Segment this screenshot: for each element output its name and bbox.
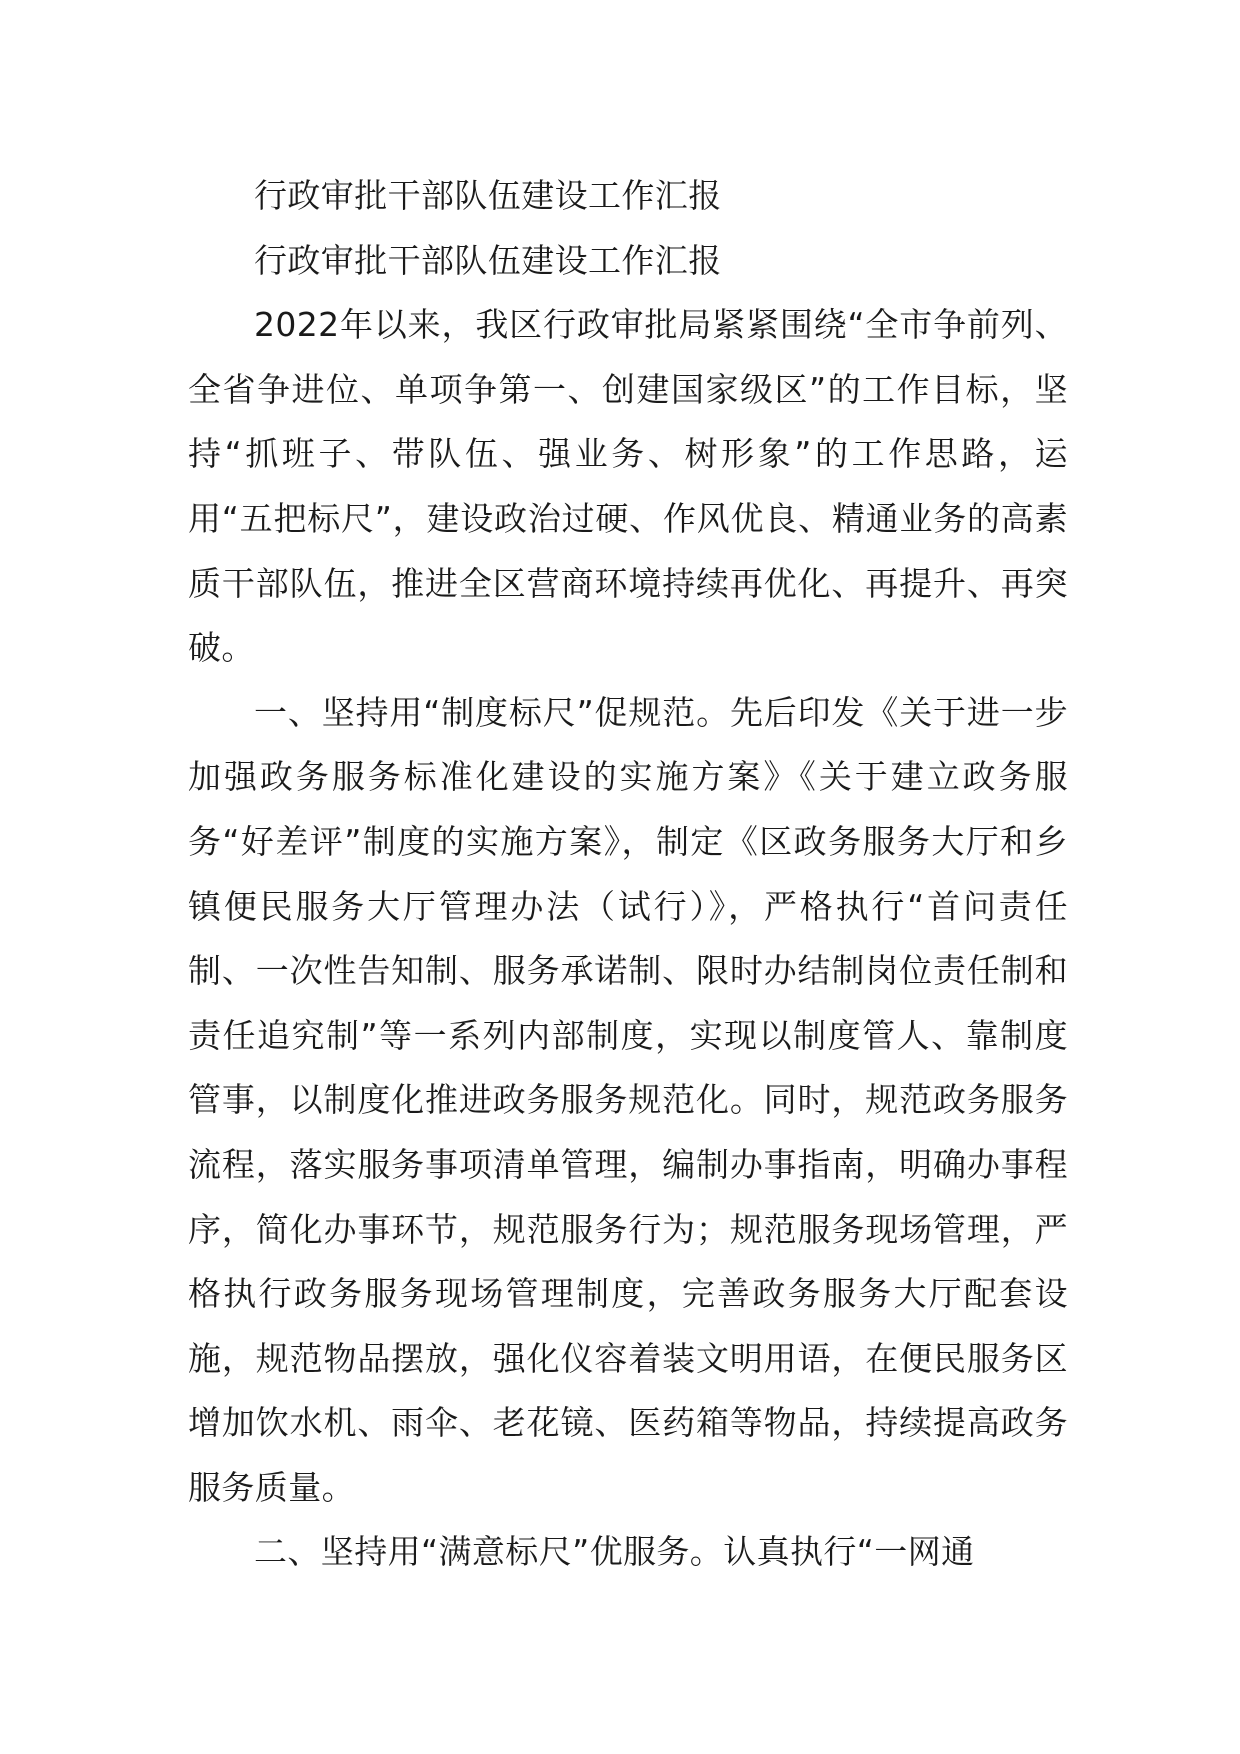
paragraph-intro: 2022年以来，我区行政审批局紧紧围绕“全市争前列、全省争进位、单项争第一、创建国家级区”的工作目标，坚持“抓班子、带队伍、强业务、树形象”的工作思路，运用“五把标尺”，建设政治过硬、作风优良、精通业务的高素质干部队伍，推进全区营商环境持续再优化、再提升、再突破。: [188, 305, 1068, 668]
paragraph-section-2: 二、坚持用“满意标尺”优服务。认真执行“一网通: [254, 1532, 975, 1572]
paragraph-section-1: 一、坚持用“制度标尺”促规范。先后印发《关于进一步加强政务服务标准化建设的实施方案》《关于建立政务服务“好差评”制度的实施方案》，制定《区政务服务大厅和乡镇便民服务大厅管理办法（试行）》，严格执行“首问责任制、一次性告知制、服务承诺制、限时办结制岗位责任制和责任追究制”等一系列内部制度，实现以制度管人、靠制度管事，以制度化推进政务服务规范化。同时，规范政务服务流程，落实服务事项清单管理，编制办事指南，明确办事程序，简化办事环节，规范服务行为；规范服务现场管理，严格执行政务服务现场管理制度，完善政务服务大厅配套设施，规范物品摆放，强化仪容着装文明用语，在便民服务区增加饮水机、雨伞、老花镜、医药箱等物品，持续提高政务服务质量。: [188, 692, 1068, 1507]
document-title: 行政审批干部队伍建设工作汇报: [254, 176, 722, 215]
document-subtitle: 行政审批干部队伍建设工作汇报: [254, 240, 722, 280]
document-body: [188, 164, 1068, 1585]
